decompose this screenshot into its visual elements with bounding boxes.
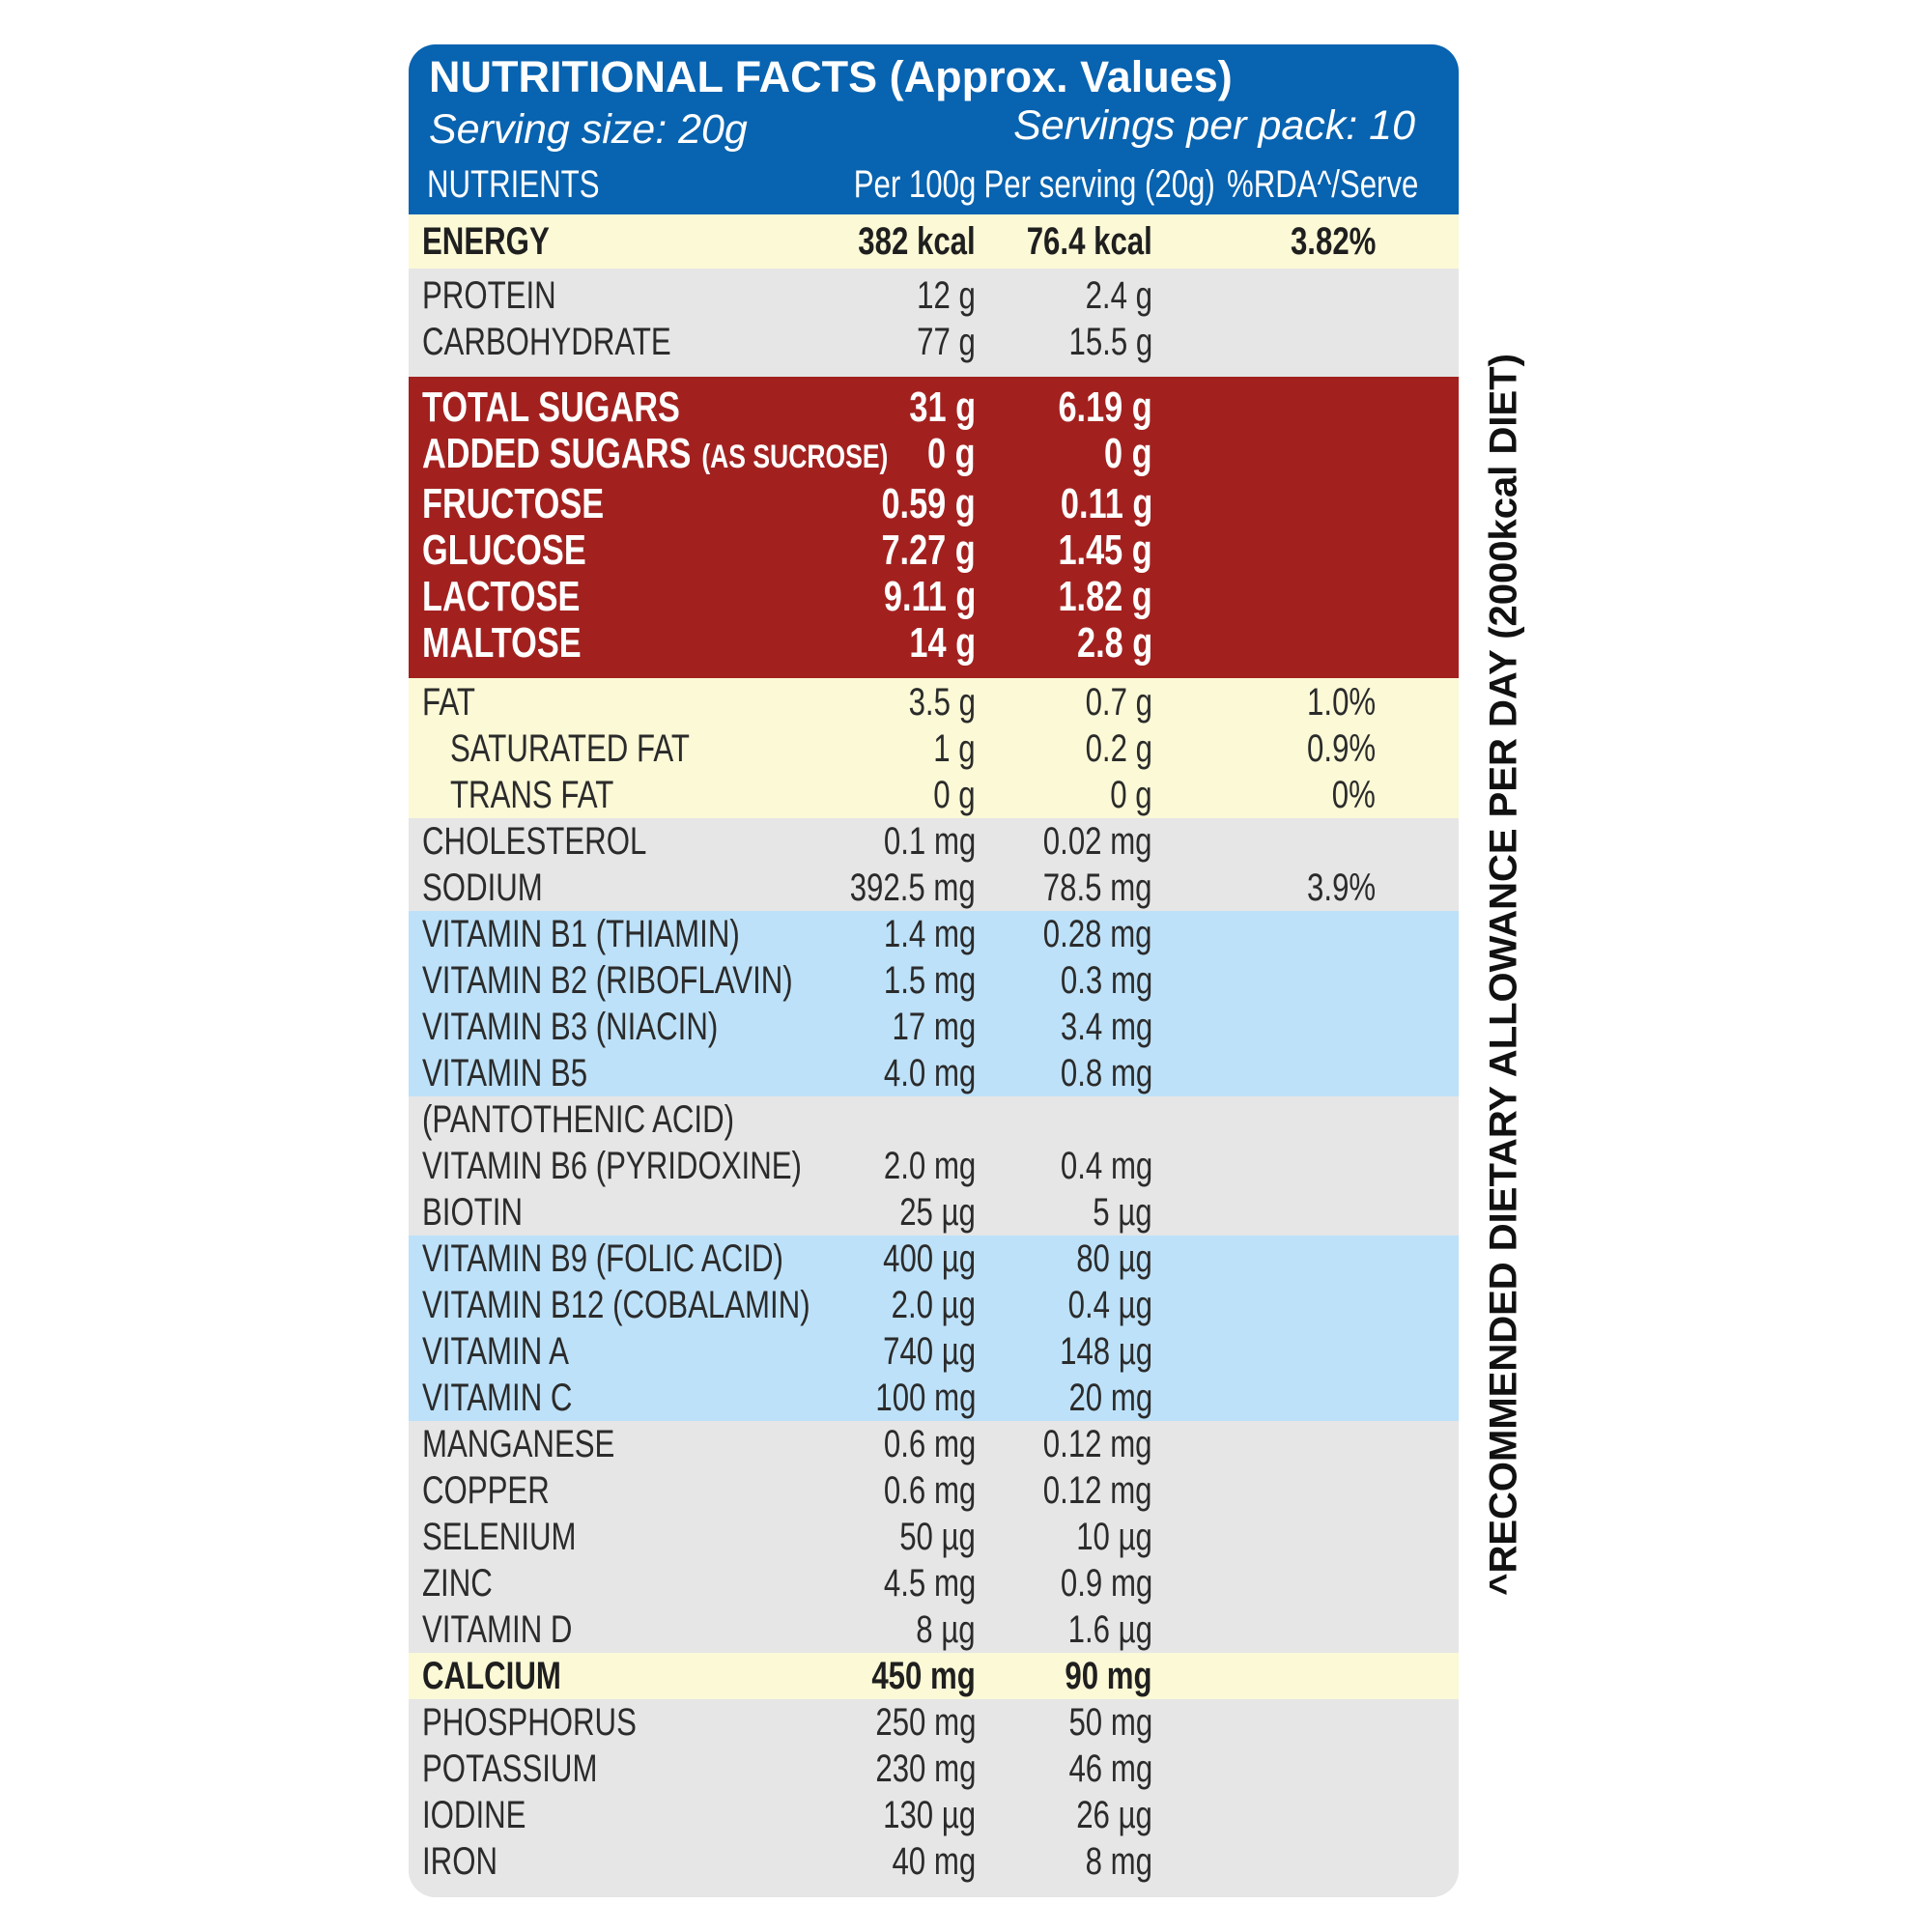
value-per-100g: 2.0 mg [883, 1145, 976, 1187]
nutrient-row-vitamin-b3 [409, 1004, 1459, 1050]
value-per-100g: 12 g [917, 274, 976, 317]
nutrient-name: GLUCOSE [422, 526, 586, 574]
value-per-100g: 382 kcal [858, 220, 976, 263]
nutrient-name-text: ADDED SUGARS [422, 430, 692, 477]
value-per-100g: 250 mg [874, 1701, 976, 1744]
nutrient-name [422, 431, 888, 477]
value-per-serving: 0 g [1110, 774, 1152, 816]
value-per-serving: 1.6 µg [1067, 1608, 1152, 1651]
nutrient-row-vitamin-b2 [409, 957, 1459, 1004]
nutrient-row-sodium [409, 865, 1459, 911]
value-per-serving: 0 g [1104, 430, 1152, 477]
value-per-serving: 0.2 g [1085, 727, 1152, 770]
value-per-serving: 148 µg [1059, 1330, 1152, 1373]
nutrient-name: MANGANESE [422, 1423, 615, 1465]
value-per-100g: 1.4 mg [883, 913, 976, 955]
nutrient-name: PROTEIN [422, 274, 556, 317]
value-per-serving: 15.5 g [1068, 321, 1152, 363]
nutrient-row-protein [409, 272, 1459, 319]
nutrient-row-fat [409, 679, 1459, 725]
nutrient-row-potassium [409, 1746, 1459, 1792]
nutrient-name: VITAMIN A [422, 1330, 569, 1373]
nutrient-row-saturated-fat [409, 725, 1459, 772]
value-per-100g: 4.0 mg [883, 1052, 976, 1094]
value-per-serving: 0.4 mg [1060, 1145, 1152, 1187]
value-per-100g: 130 µg [882, 1794, 976, 1836]
nutrient-name: PHOSPHORUS [422, 1701, 637, 1744]
value-per-100g: 1 g [933, 727, 976, 770]
nutrient-row-added-sugars [409, 431, 1459, 477]
nutrient-name: ZINC [422, 1562, 493, 1605]
value-per-serving: 2.8 g [1076, 619, 1152, 667]
value-per-100g: 0.1 mg [883, 820, 976, 863]
value-per-100g: 14 g [909, 619, 976, 667]
nutrient-name: CHOLESTEROL [422, 820, 647, 863]
value-per-serving: 78.5 mg [1043, 867, 1152, 909]
column-header-nutrients: NUTRIENTS [427, 163, 600, 206]
value-per-100g: 100 mg [874, 1377, 976, 1419]
servings-per-pack: Servings per pack: 10 [1013, 102, 1415, 149]
value-per-serving: 90 mg [1065, 1655, 1152, 1697]
value-per-100g: 9.11 g [883, 573, 976, 620]
nutrient-row-carbohydrate [409, 319, 1459, 365]
value-per-100g: 8 µg [916, 1608, 976, 1651]
value-per-serving: 0.02 mg [1043, 820, 1152, 863]
nutrient-row-copper [409, 1467, 1459, 1514]
nutrient-name: MALTOSE [422, 619, 582, 667]
value-per-100g: 3.5 g [908, 681, 976, 724]
value-per-serving: 20 mg [1068, 1377, 1152, 1419]
value-per-100g: 50 µg [899, 1516, 976, 1558]
nutrient-row-calcium [409, 1653, 1459, 1699]
value-rda: 0% [1331, 774, 1376, 816]
nutrient-name: VITAMIN B2 (RIBOFLAVIN) [422, 959, 793, 1002]
nutrient-name: FRUCTOSE [422, 480, 605, 527]
value-per-100g: 0.6 mg [883, 1423, 976, 1465]
serving-size: Serving size: 20g [429, 106, 748, 153]
nutrient-name: LACTOSE [422, 573, 581, 620]
value-rda: 3.82% [1290, 220, 1376, 263]
nutrient-row-total-sugars [409, 384, 1459, 431]
value-per-serving: 46 mg [1068, 1747, 1152, 1790]
nutrient-name: VITAMIN B6 (PYRIDOXINE) [422, 1145, 802, 1187]
value-per-100g: 31 g [909, 384, 976, 431]
nutrient-name: SODIUM [422, 867, 543, 909]
nutrient-row-vitamin-b5 [409, 1050, 1459, 1096]
nutrient-name: (PANTOTHENIC ACID) [422, 1098, 735, 1141]
nutrient-row-energy [409, 218, 1459, 265]
value-per-serving: 2.4 g [1085, 274, 1152, 317]
nutrient-row-vitamin-b9 [409, 1236, 1459, 1282]
nutrient-row-lactose [409, 574, 1459, 620]
value-per-serving: 50 mg [1068, 1701, 1152, 1744]
nutrient-name: FAT [422, 681, 475, 724]
nutrient-name: COPPER [422, 1469, 550, 1512]
nutrient-row-zinc [409, 1560, 1459, 1606]
value-per-100g: 2.0 µg [891, 1284, 976, 1326]
nutrient-name-note: (AS SUCROSE) [701, 439, 889, 475]
column-header-per-100g: Per 100g [853, 163, 976, 206]
nutrient-row-iodine [409, 1792, 1459, 1838]
nutrient-name: IRON [422, 1840, 497, 1883]
value-per-serving: 8 mg [1085, 1840, 1152, 1883]
value-per-serving: 0.9 mg [1060, 1562, 1152, 1605]
value-per-serving: 0.3 mg [1060, 959, 1152, 1002]
nutrient-row-trans-fat [409, 772, 1459, 818]
nutrient-row-vitamin-b6 [409, 1143, 1459, 1189]
nutrient-row-vitamin-d [409, 1606, 1459, 1653]
value-per-serving: 80 µg [1076, 1237, 1152, 1280]
nutrient-row-pantothenic-acid [409, 1096, 1459, 1143]
value-per-100g: 400 µg [882, 1237, 976, 1280]
nutrient-row-selenium [409, 1514, 1459, 1560]
value-per-100g: 25 µg [899, 1191, 976, 1234]
value-per-serving: 1.45 g [1058, 526, 1152, 574]
nutrient-row-phosphorus [409, 1699, 1459, 1746]
value-per-serving: 0.28 mg [1043, 913, 1152, 955]
nutrient-row-iron [409, 1838, 1459, 1885]
nutrient-name: VITAMIN D [422, 1608, 573, 1651]
nutrient-name: POTASSIUM [422, 1747, 598, 1790]
value-per-100g: 0.59 g [881, 480, 976, 527]
value-per-serving: 0.12 mg [1043, 1469, 1152, 1512]
nutrition-facts-panel [409, 44, 1459, 1897]
nutrient-name: TRANS FAT [450, 774, 614, 816]
value-per-100g: 17 mg [892, 1006, 976, 1048]
nutrient-name: VITAMIN B1 (THIAMIN) [422, 913, 740, 955]
nutrient-row-maltose [409, 620, 1459, 667]
nutrient-row-fructose [409, 481, 1459, 527]
value-per-serving: 3.4 mg [1060, 1006, 1152, 1048]
value-rda: 3.9% [1306, 867, 1376, 909]
value-rda: 0.9% [1306, 727, 1376, 770]
column-header-rda: %RDA^/Serve [1226, 163, 1418, 206]
nutrient-name: VITAMIN B5 [422, 1052, 588, 1094]
value-per-100g: 450 mg [871, 1655, 976, 1697]
nutrient-name: SATURATED FAT [450, 727, 690, 770]
nutrient-name: BIOTIN [422, 1191, 524, 1234]
value-per-serving: 26 µg [1076, 1794, 1152, 1836]
value-per-100g: 77 g [917, 321, 976, 363]
value-per-100g: 392.5 mg [849, 867, 976, 909]
nutrient-name: CARBOHYDRATE [422, 321, 671, 363]
value-per-serving: 1.82 g [1058, 573, 1152, 620]
value-per-serving: 6.19 g [1058, 384, 1152, 431]
column-header-per-serving: Per serving (20g) [983, 163, 1215, 206]
rda-footnote: ^RECOMMENDED DIETARY ALLOWANCE PER DAY (2000kcal DIET) [1482, 354, 1525, 1596]
value-per-serving: 76.4 kcal [1026, 220, 1152, 263]
table-header [409, 44, 1459, 214]
nutrient-name: VITAMIN B3 (NIACIN) [422, 1006, 719, 1048]
nutrient-row-cholesterol [409, 818, 1459, 865]
nutrient-row-manganese [409, 1421, 1459, 1467]
value-per-100g: 230 mg [874, 1747, 976, 1790]
nutrient-name: ENERGY [422, 220, 550, 263]
value-per-100g: 740 µg [882, 1330, 976, 1373]
nutrient-row-vitamin-c [409, 1375, 1459, 1421]
nutrient-name: TOTAL SUGARS [422, 384, 680, 431]
value-per-100g: 7.27 g [881, 526, 976, 574]
value-rda: 1.0% [1306, 681, 1376, 724]
nutrient-name: CALCIUM [422, 1655, 561, 1697]
nutrient-name: VITAMIN C [422, 1377, 573, 1419]
value-per-100g: 1.5 mg [883, 959, 976, 1002]
nutrient-row-vitamin-b12 [409, 1282, 1459, 1328]
value-per-serving: 0.8 mg [1060, 1052, 1152, 1094]
value-per-serving: 0.12 mg [1043, 1423, 1152, 1465]
value-per-serving: 0.7 g [1085, 681, 1152, 724]
value-per-serving: 0.4 µg [1067, 1284, 1152, 1326]
value-per-100g: 0.6 mg [883, 1469, 976, 1512]
nutrient-name: VITAMIN B9 (FOLIC ACID) [422, 1237, 783, 1280]
nutrient-row-glucose [409, 527, 1459, 574]
value-per-100g: 0 g [933, 774, 976, 816]
value-per-serving: 0.11 g [1060, 480, 1152, 527]
value-per-100g: 4.5 mg [883, 1562, 976, 1605]
nutrient-name: IODINE [422, 1794, 526, 1836]
table-title: NUTRITIONAL FACTS (Approx. Values) [429, 52, 1233, 101]
nutrient-row-biotin [409, 1189, 1459, 1236]
value-per-serving: 10 µg [1076, 1516, 1152, 1558]
value-per-100g: 0 g [927, 430, 976, 477]
value-per-100g: 40 mg [892, 1840, 976, 1883]
nutrient-name: VITAMIN B12 (COBALAMIN) [422, 1284, 810, 1326]
nutrient-row-vitamin-b1 [409, 911, 1459, 957]
value-per-serving: 5 µg [1093, 1191, 1152, 1234]
nutrient-row-vitamin-a [409, 1328, 1459, 1375]
nutrient-name: SELENIUM [422, 1516, 577, 1558]
